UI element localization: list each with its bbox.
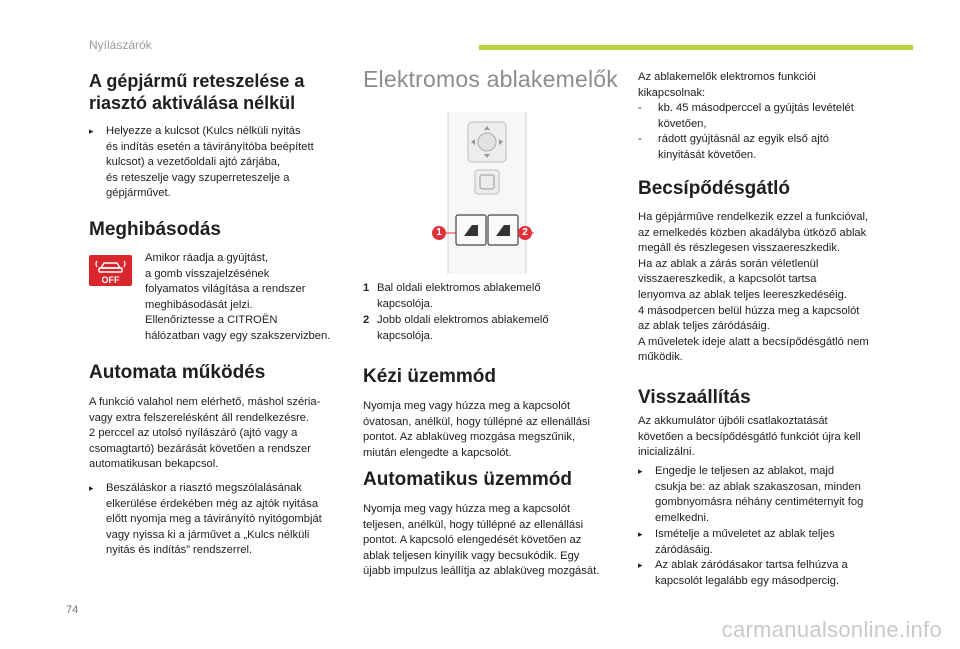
bullet-marker-icon: ▸: [638, 529, 643, 539]
heading-lock-without-alarm: A gépjármű reteszelése a riasztó aktiválása nélkül: [89, 71, 305, 113]
text-line: kinyitását követően.: [658, 148, 757, 161]
dash-item-2: - rádott gyújtásnál az egyik első ajtó kinyitását követően.: [638, 133, 830, 161]
legend-item-1: 1 Bal oldali elektromos ablakemelő kapcsolója.: [363, 282, 541, 310]
bullet-lock-instructions: [89, 124, 349, 202]
text-line: kb. 45 másodperccel a gyújtás levételét: [658, 102, 854, 114]
text-line: kapcsolója.: [377, 329, 433, 342]
text-line: hálózatban vagy egy szakszervizben.: [145, 329, 331, 342]
reset-bullet-3: [638, 558, 903, 589]
text-line: követően a becsípődésgátló funkciót újra kell: [638, 430, 861, 443]
text-line: Az akkumulátor újbóli csatlakoztatását: [638, 415, 828, 427]
callout-1: 1: [432, 226, 446, 240]
text-line: 2 perccel az utolsó nyílászáró (ajtó vagy a: [89, 427, 298, 440]
reset-bullet-1: [638, 464, 903, 526]
text-line: lenyomva az ablak teljes leereszkedéséig.: [638, 288, 847, 301]
text-line: a gomb visszajelzésének: [145, 267, 270, 280]
text-line: újabb impulzus leállítja az ablaküveg mozgását.: [363, 565, 600, 578]
text-line: inicializálni.: [638, 446, 695, 459]
heading-fault: Meghibásodás: [89, 219, 221, 240]
heading-automatic-mode: Automatikus üzemmód: [363, 469, 573, 490]
watermark: carmanualsonline.info: [721, 617, 942, 642]
text-line: Bal oldali elektromos ablakemelő: [377, 282, 541, 294]
text-line: vagy extra felszerelésként áll rendelkezésre.: [89, 411, 310, 424]
text-line: előtt nyomja meg a távirányító nyitógombját: [106, 513, 322, 526]
text-line: folyamatos világítása a rendszer: [145, 283, 306, 296]
functions-off-intro: [638, 70, 898, 101]
text-line: követően,: [658, 117, 707, 130]
bullet-marker-icon: ▸: [638, 560, 643, 570]
bullet-marker-icon: ▸: [89, 483, 94, 493]
text-line: pontot. A kapcsoló elengedését követően az: [363, 534, 582, 547]
text-line: ablak teljesen kinyílik vagy becsukódik. Egy: [363, 549, 580, 562]
text-line: nyitás és indítás” rendszerrel.: [106, 544, 253, 557]
text-line: visszaereszkedik, a kapcsolót tartsa: [638, 273, 817, 286]
text-line: elkerülése érdekében még az ajtók nyitása: [106, 497, 319, 510]
text-line: rádott gyújtásnál az egyik első ajtó: [658, 133, 830, 145]
dash-item-1: - kb. 45 másodperccel a gyújtás levételét követően,: [638, 102, 854, 130]
text-line: az emelkedés közben akadályba ütköző ablak: [638, 226, 867, 239]
heading-reset: Visszaállítás: [638, 387, 751, 408]
text-line: emelkedni.: [655, 511, 710, 524]
text-line: kulcsot) a vezetőoldali ajtó zárjába,: [106, 156, 281, 169]
section-label: Nyílászárók: [89, 38, 152, 52]
text-line: csomagtartó) bezárását követően a rendszer: [89, 442, 312, 455]
text-line: 4 másodpercen belül húzza meg a kapcsolót: [638, 304, 860, 317]
automatic-operation-text: [89, 395, 349, 473]
text-line: Nyomja meg vagy húzza meg a kapcsolót: [363, 400, 571, 412]
anti-pinch-text: [638, 210, 903, 366]
text-line: Beszáláskor a riasztó megszólalásának: [106, 482, 302, 494]
text-line: teljesen, anélkül, hogy túllépné az ellenállási: [363, 518, 584, 531]
text-line: Jobb oldali elektromos ablakemelő: [377, 314, 549, 326]
text-line: Engedje le teljesen az ablakot, majd: [655, 465, 835, 477]
text-line: kapcsolója.: [377, 297, 433, 310]
bullet-marker-icon: ▸: [89, 126, 94, 136]
text-line: Ellenőriztesse a CITROËN: [145, 314, 278, 327]
reset-text: [638, 414, 903, 461]
text-line: óvatosan, anélkül, hogy túllépné az ellenállási: [363, 415, 591, 428]
bullet-marker-icon: ▸: [638, 466, 643, 476]
text-line: A műveletek ideje alatt a becsípődésgátló nem: [638, 335, 869, 348]
heading-anti-pinch: Becsípődésgátló: [638, 178, 791, 199]
bullet-text: [106, 124, 349, 202]
heading-manual-mode: Kézi üzemmód: [363, 366, 497, 387]
text-line: miután elengedte a kapcsolót.: [363, 446, 512, 459]
window-switch-illustration: [412, 112, 562, 282]
text-line: működik.: [638, 351, 683, 364]
legend-item-2: 2 Jobb oldali elektromos ablakemelő kapcsolója.: [363, 314, 549, 342]
text-line: Helyezze a kulcsot (Kulcs nélküli nyitás: [106, 125, 301, 137]
heading-automatic-operation: Automata működés: [89, 362, 266, 383]
text-line: Ismételje a műveletet az ablak teljes: [655, 528, 835, 540]
text-line: Az ablakemelők elektromos funkciói: [638, 71, 816, 83]
text-line: gombnyomásra néhány centiméternyit fog: [655, 496, 864, 509]
text-line: A funkció valahol nem elérhető, máshol széria-: [89, 396, 321, 408]
bullet-alarm-avoidance: [89, 481, 349, 559]
text-line: Ha gépjárműve rendelkezik ezzel a funkcióval,: [638, 211, 869, 223]
page-number: 74: [66, 604, 79, 616]
text-line: kikapcsolnak:: [638, 86, 706, 99]
text-line: és indítás esetén a távirányítóba beépített: [106, 140, 314, 153]
text-line: vagy nyissa ki a járművet a „Kulcs nélküli: [106, 528, 310, 541]
text-line: Ha az ablak a zárás során véletlenül: [638, 257, 819, 270]
text-line: Az ablak záródásakor tartsa felhúzva a: [655, 559, 848, 571]
reset-bullet-2: [638, 527, 903, 558]
heading-electric-windows: Elektromos ablakemelők: [363, 66, 618, 92]
text-line: és reteszelje vagy szuperreteszelje a: [106, 171, 290, 184]
text-line: záródásáig.: [655, 543, 713, 556]
automatic-mode-text: [363, 502, 628, 580]
text-line: az ablak teljes záródásáig.: [638, 320, 770, 333]
text-line: pontot. Az ablaküveg mozgása megszűnik,: [363, 431, 576, 444]
text-line: megáll és részlegesen visszaereszkedik.: [638, 242, 841, 255]
text-line: kapcsolót legalább egy másodpercig.: [655, 574, 840, 587]
alarm-off-icon: [89, 255, 132, 286]
text-line: meghibásodását jelzi.: [145, 298, 253, 311]
manual-mode-text: [363, 399, 623, 461]
svg-text:OFF: OFF: [101, 275, 120, 285]
section-accent-bar: [479, 45, 913, 50]
bullet-text: [106, 481, 349, 559]
text-line: Amikor ráadja a gyújtást,: [145, 252, 269, 264]
fault-text: [145, 251, 345, 345]
text-line: gépjárművet.: [106, 187, 171, 200]
text-line: automatikusan bekapcsol.: [89, 458, 219, 471]
callout-2: 2: [518, 226, 532, 240]
text-line: csukja be: az ablak szakaszosan, minden: [655, 480, 861, 493]
text-line: Nyomja meg vagy húzza meg a kapcsolót: [363, 503, 571, 515]
